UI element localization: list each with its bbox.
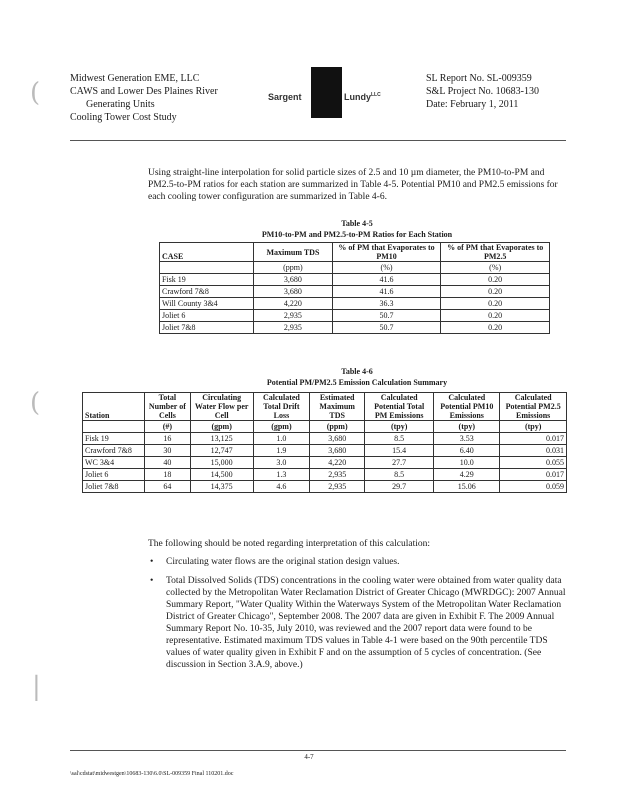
report-date: Date: February 1, 2011: [426, 99, 519, 110]
bullet-icon: •: [150, 557, 154, 567]
table-header: Maximum TDS: [254, 243, 333, 262]
table-row: Fisk 19 16 13,125 1.0 3,680 8.5 3.53 0.017: [83, 433, 567, 445]
table-row: Crawford 7&8 3,680 41.6 0.20: [160, 286, 550, 298]
binder-mark: (: [30, 78, 41, 108]
table-header: Calculated Potential PM2.5 Emissions: [500, 393, 567, 421]
table-header: % of PM that Evaporates to PM2.5: [441, 243, 550, 262]
table-title: Potential PM/PM2.5 Emission Calculation Summary: [266, 378, 448, 387]
table-4-6: [82, 392, 567, 493]
study-title: Cooling Tower Cost Study: [70, 112, 177, 123]
table-unit: (%): [441, 262, 550, 274]
table-unit: (%): [332, 262, 441, 274]
project-line: Generating Units: [86, 99, 155, 110]
binder-mark: |: [32, 672, 41, 702]
table-unit: (gpm): [253, 421, 310, 433]
file-path: \sal\cdstat\midwestgen\10683-130\6.0\SL-009359 Final 110201.doc: [70, 771, 234, 777]
logo-text-left: Sargent: [268, 92, 302, 102]
header-rule: [70, 140, 566, 141]
table-row: Joliet 7&8 2,935 50.7 0.20: [160, 322, 550, 334]
table-header: Station: [83, 393, 145, 421]
list-item: • Circulating water flows are the original station design values.: [150, 557, 400, 567]
table5-caption: [148, 218, 566, 240]
table-row: WC 3&4 40 15,000 3.0 4,220 27.7 10.0 0.055: [83, 457, 567, 469]
project-line: CAWS and Lower Des Plaines River: [70, 86, 218, 97]
page-number: 4-7: [304, 753, 314, 761]
header-left: [70, 72, 218, 124]
table-header: CASE: [160, 243, 254, 262]
table-row: Fisk 19 3,680 41.6 0.20: [160, 274, 550, 286]
table-row: Joliet 6 2,935 50.7 0.20: [160, 310, 550, 322]
intro-paragraph: Using straight-line interpolation for solid particle sizes of 2.5 and 10 µm diameter, the PM10-to-PM and PM2.5-to-PM ratios for each station are summarized in Table 4-5. Potential PM10 and PM2.5 emissions for each cooling tower configuration are summarized in Table 4-6.: [148, 168, 558, 202]
table-unit: (tpy): [500, 421, 567, 433]
company-name: Midwest Generation EME, LLC: [70, 73, 200, 84]
project-number: S&L Project No. 10683-130: [426, 86, 539, 97]
logo-text-right: Lundy$^{LLC}$: [344, 92, 381, 102]
list-item: • Total Dissolved Solids (TDS) concentrations in the cooling water were obtained from water quality data collected by the Metropolitan Water Reclamation District of Greater Chicago (MWRDGC): 2007 Annual Summary Report, "Water Quality Within the Waterways System of the Metropolitan Water Reclamation District of Greater Chicago", September 2008. The 2007 data are given in Exhibit F. The 2009 Annual Summary Report No. 10-35, July 2010, was reviewed and the 2007 report data were found to be representative. Estimated maximum TDS values in Table 4-1 were based on the 90th percentile TDS values of water quality given in Exhibit F and on the assumption of 5 cycles of concentration. (See discussion in Section 3.A.9, above.): [150, 576, 566, 670]
table-row: Crawford 7&8 30 12,747 1.9 3,680 15.4 6.40 0.031: [83, 445, 567, 457]
binder-mark: (: [30, 388, 41, 418]
bullet-icon: •: [150, 576, 154, 586]
table-header: Circulating Water Flow per Cell: [190, 393, 253, 421]
table-row: Joliet 7&8 64 14,375 4.6 2,935 29.7 15.06 0.059: [83, 481, 567, 493]
header-right: [426, 72, 539, 111]
table-unit: (gpm): [190, 421, 253, 433]
table-4-5: [159, 242, 550, 334]
table-header: Calculated Total Drift Loss: [253, 393, 310, 421]
table-unit: (ppm): [310, 421, 365, 433]
table-unit: (ppm): [254, 262, 333, 274]
table-header: Calculated Potential PM10 Emissions: [434, 393, 500, 421]
footer-rule: [70, 750, 566, 751]
report-number: SL Report No. SL-009359: [426, 73, 532, 84]
table-unit: (tpy): [365, 421, 434, 433]
notes-intro: The following should be noted regarding interpretation of this calculation:: [148, 539, 431, 549]
table-unit: (#): [145, 421, 191, 433]
table-header: Calculated Potential Total PM Emissions: [365, 393, 434, 421]
table-label: Table 4-6: [341, 367, 373, 376]
table-header: % of PM that Evaporates to PM10: [332, 243, 441, 262]
table-row: Joliet 6 18 14,500 1.3 2,935 8.5 4.29 0.017: [83, 469, 567, 481]
table-title: PM10-to-PM and PM2.5-to-PM Ratios for Each Station: [261, 230, 453, 239]
company-logo: [311, 67, 342, 118]
table-unit: (tpy): [434, 421, 500, 433]
table-row: Will County 3&4 4,220 36.3 0.20: [160, 298, 550, 310]
table6-caption: [148, 366, 566, 388]
table-header: Total Number of Cells: [145, 393, 191, 421]
table-label: Table 4-5: [341, 219, 373, 228]
table-header: Estimated Maximum TDS: [310, 393, 365, 421]
notes-list: [148, 556, 566, 671]
